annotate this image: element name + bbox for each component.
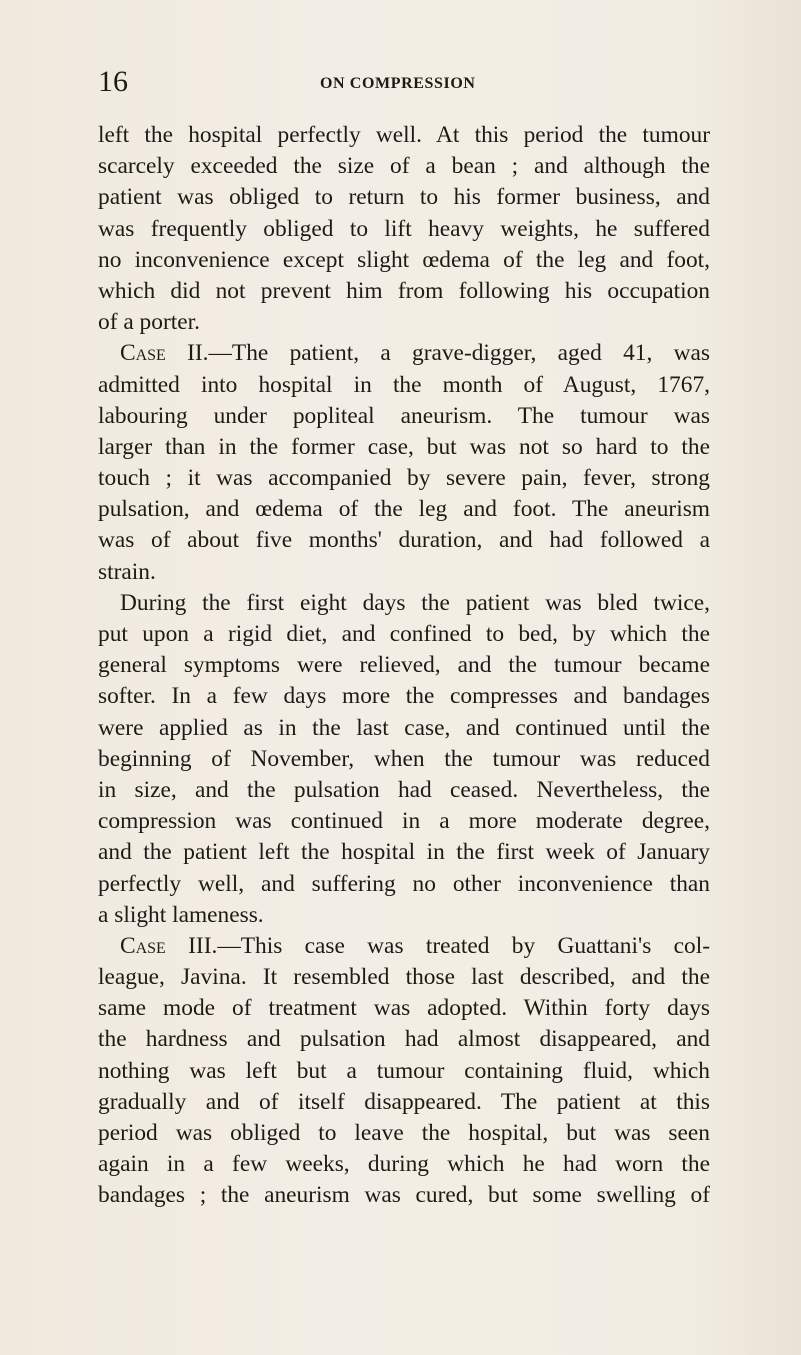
text-line [98, 245, 710, 276]
text-line [98, 214, 710, 245]
text-line [98, 557, 710, 588]
text-line [98, 1180, 710, 1211]
text-line [98, 401, 710, 432]
line-text: softer. In a few days more the compresses and bandages [98, 683, 710, 710]
line-text: pulsation, and œdema of the leg and foot. The aneurism [98, 496, 710, 523]
text-line [98, 713, 710, 744]
page-header [98, 62, 710, 102]
text-line [98, 338, 710, 369]
line-text: same mode of treatment was adopted. Within forty days [98, 995, 710, 1022]
text-line [98, 120, 710, 151]
line-text: gradually and of itself disappeared. The patient at this [98, 1088, 710, 1115]
line-text: —This case was treated by Guattani's col- [217, 932, 710, 959]
case-heading: Case III. [120, 932, 218, 959]
text-line [98, 619, 710, 650]
text-line [98, 744, 710, 775]
text-line [98, 1118, 710, 1149]
line-text: in size, and the pulsation had ceased. Nevertheless, the [98, 776, 710, 803]
text-line [98, 276, 710, 307]
line-text: of a porter. [98, 309, 200, 336]
text-line [98, 432, 710, 463]
text-line [98, 151, 710, 182]
text-line [98, 463, 710, 494]
line-text: which did not prevent him from following his occupation [98, 277, 710, 304]
line-text: larger than in the former case, but was not so hard to the [98, 433, 710, 460]
text-line [98, 775, 710, 806]
line-text: —The patient, a grave-digger, aged 41, was [208, 340, 710, 367]
line-text: left the hospital perfectly well. At this period the tumour [98, 122, 710, 148]
line-text: was of about five months' duration, and had followed a [98, 527, 710, 554]
text-line [98, 837, 710, 868]
text-line [98, 588, 710, 619]
running-head: ON COMPRESSION [320, 75, 476, 92]
line-text: beginning of November, when the tumour was reduced [98, 745, 710, 772]
line-text: a slight lameness. [98, 901, 264, 928]
line-text: again in a few weeks, during which he had worn the [98, 1151, 710, 1178]
line-text: admitted into hospital in the month of August, 1767, [98, 371, 710, 398]
line-text: was frequently obliged to lift heavy weights, he suffered [98, 215, 710, 242]
line-text: nothing was left but a tumour containing fluid, which [98, 1057, 710, 1084]
text-line [98, 650, 710, 681]
line-text: patient was obliged to return to his former business, and [98, 184, 710, 211]
line-text: strain. [98, 558, 156, 585]
line-text: scarcely exceeded the size of a bean ; and although the [98, 153, 710, 180]
line-text: period was obliged to leave the hospital, but was seen [98, 1120, 710, 1146]
text-line [98, 993, 710, 1024]
line-text: league, Javina. It resembled those last described, and the [98, 964, 710, 991]
text-line [98, 1149, 710, 1180]
text-line [98, 962, 710, 993]
text-line [98, 307, 710, 338]
line-text: During the first eight days the patient was bled twice, [120, 589, 710, 616]
line-text: the hardness and pulsation had almost disappeared, and [98, 1026, 710, 1053]
text-line [98, 1087, 710, 1118]
line-text: put upon a rigid diet, and confined to bed, by which the [98, 621, 710, 647]
line-text: were applied as in the last case, and continued until the [98, 714, 710, 741]
line-text: and the patient left the hospital in the first week of January [98, 839, 710, 866]
text-line [98, 370, 710, 401]
text-line [98, 494, 710, 525]
text-line [98, 1056, 710, 1087]
line-text: perfectly well, and suffering no other inconvenience than [98, 870, 710, 897]
text-line [98, 182, 710, 213]
text-line [98, 525, 710, 556]
text-line [98, 869, 710, 900]
line-text: general symptoms were relieved, and the tumour became [98, 652, 710, 679]
text-line [98, 1024, 710, 1055]
text-line [98, 900, 710, 931]
line-text: touch ; it was accompanied by severe pain, fever, strong [98, 465, 710, 492]
line-text: compression was continued in a more moderate degree, [98, 808, 710, 835]
text-line [98, 931, 710, 962]
line-text: bandages ; the aneurism was cured, but some swelling of [98, 1182, 710, 1209]
text-line [98, 681, 710, 712]
line-text: labouring under popliteal aneurism. The tumour was [98, 402, 710, 429]
page-number: 16 [98, 65, 128, 98]
case-heading: Case II. [120, 340, 209, 367]
line-text: no inconvenience except slight œdema of the leg and foot, [98, 246, 710, 273]
body-text [98, 120, 710, 1212]
text-line [98, 806, 710, 837]
